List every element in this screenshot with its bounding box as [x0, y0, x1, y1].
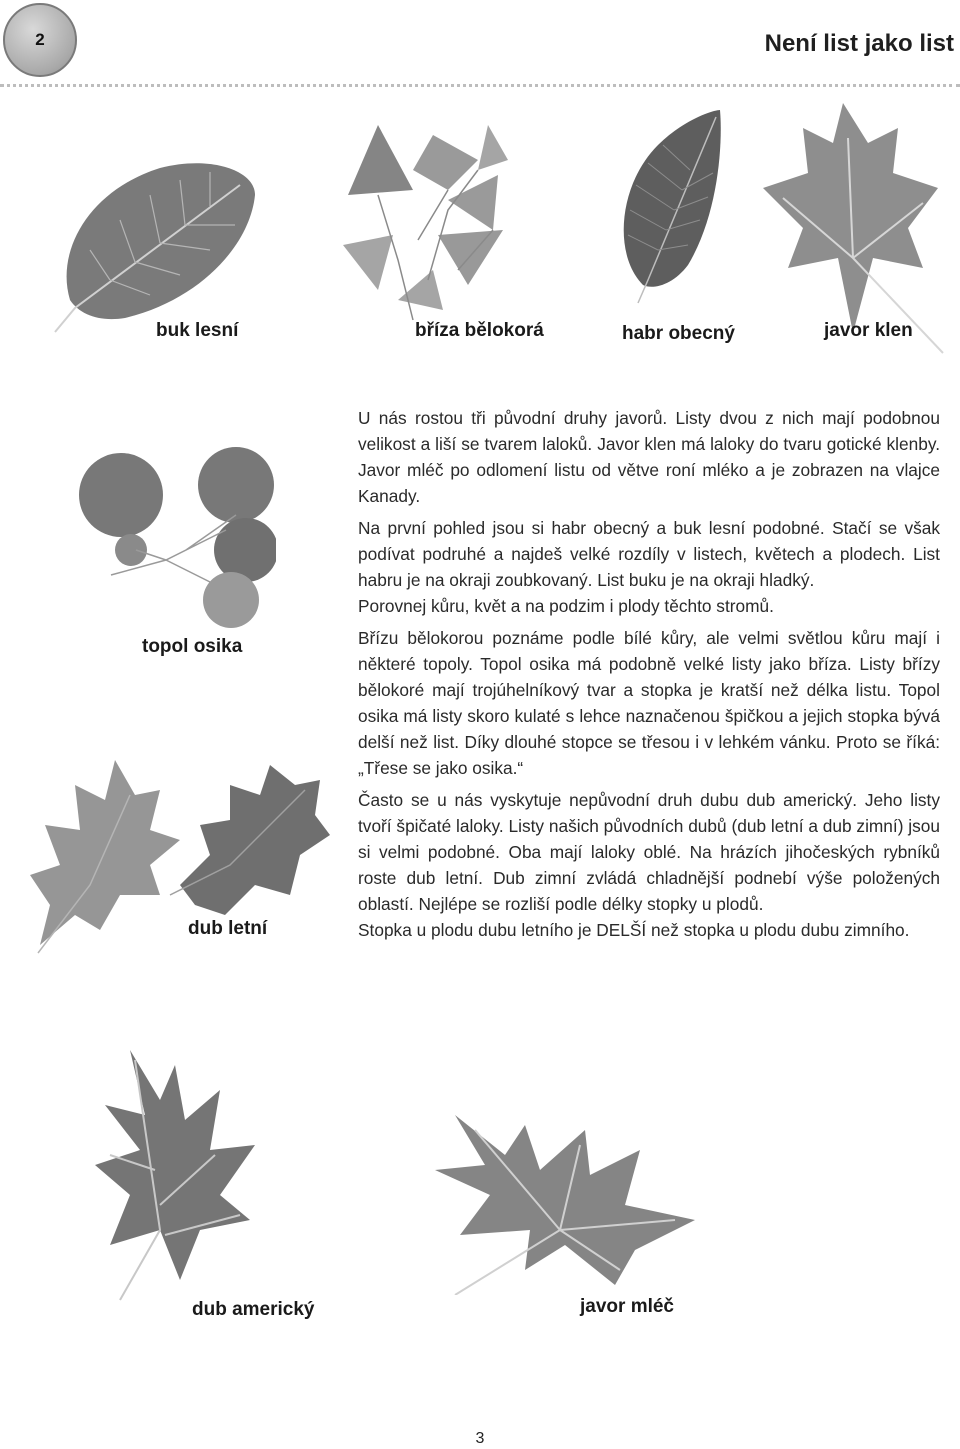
label-javor-klen: javor klen [824, 320, 913, 341]
paragraph-acorn-stalk: Stopka u plodu dubu letního je DELŠÍ než stopka u plodu dubu zimního. [358, 920, 910, 940]
label-briza-belokora: bříza bělokorá [415, 320, 544, 341]
page-badge: 2 [3, 3, 77, 77]
page-title: Není list jako list [764, 30, 954, 57]
paragraph-compare: Porovnej kůru, květ a na podzim i plody těchto stromů. [358, 596, 774, 616]
label-buk-lesni: buk lesní [156, 320, 239, 341]
page-number: 3 [475, 1430, 485, 1447]
label-javor-mlec: javor mléč [580, 1296, 674, 1317]
aspen-leaves-image [76, 440, 276, 635]
body-text [358, 405, 940, 949]
label-habr-obecny: habr obecný [622, 323, 735, 344]
label-topol-osika: topol osika [142, 636, 243, 657]
sycamore-maple-leaf-image [758, 98, 948, 358]
birch-leaves-image [338, 120, 513, 330]
norway-maple-leaf-image [415, 1110, 715, 1295]
label-dub-americky: dub americký [192, 1299, 315, 1320]
paragraph-birch-aspen: Břízu bělokorou poznáme podle bílé kůry, ale velmi světlou kůru mají i některé topoly. Topol osika má podobně velké listy jako bříza. Listy břízy bělokoré mají trojúhelníkový tvar a stopka je kratší než délka listu. Topol osika má listy skoro kulaté s lehce naznačenou špičkou a jejich stopka bývá delší než list. Díky dlouhé stopce se třesou i v lehkém vánku. Proto se říká: „Třese se jako osika.“ [358, 628, 940, 778]
header-divider [0, 84, 960, 87]
english-oak-leaves-image [30, 755, 330, 955]
paragraph-hornbeam-beech: Na první pohled jsou si habr obecný a buk lesní podobné. Stačí se však podívat podruhé a najdeš velké rozdíly v listech, květech a plodech. List habru je na okraji zoubkovaný. List buku je na okraji hladký. [358, 518, 940, 590]
label-dub-letni: dub letní [188, 918, 268, 939]
hornbeam-leaf-image [608, 105, 728, 305]
paragraph-oaks: Často se u nás vyskytuje nepůvodní druh dubu dub americký. Jeho listy tvoří špičaté laloky. Listy našich původních dubů (dub letní a dub zimní) jsou si velmi podobné. Oba mají laloky oblé. Na hrázích jihočeských rybníků roste dub letní. Dub zimní zvládá chladnější podnebí výše položených oblastí. Nejlépe se rozliší podle délky stopky u plodů. [358, 790, 940, 914]
paragraph-maples: U nás rostou tři původní druhy javorů. Listy dvou z nich mají podobnou velikost a liší se tvarem laloků. Javor klen má laloky do tvaru gotické klenby. Javor mléč po odlomení listu od větve roní mléko a je zobrazen na vlajce Kanady. [358, 408, 940, 506]
red-oak-leaf-image [90, 1045, 260, 1305]
beech-leaf-image [50, 150, 265, 335]
